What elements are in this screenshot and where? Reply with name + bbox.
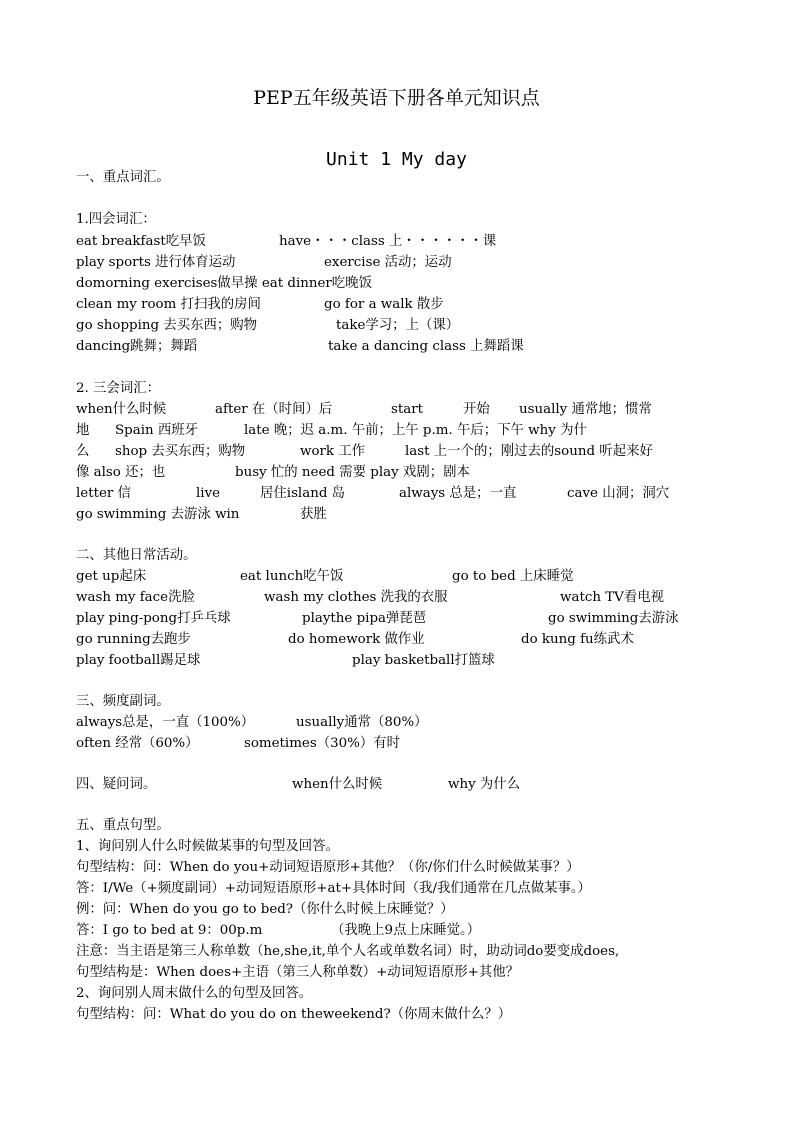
text-segment: why 为什么 [448, 777, 521, 792]
text-segment: go shopping 去买东西；购物 [76, 318, 258, 333]
text-segment: domorning exercises做早操 eat dinner吃晚饭 [76, 276, 372, 291]
text-segment: often 经常（60%） [76, 736, 199, 751]
text-segment: after 在（时间）后 [215, 402, 333, 417]
text-segment: work 工作 [300, 444, 366, 459]
text-segment: go for a walk 散步 [324, 297, 444, 312]
text-segment: do kung fu练武术 [521, 632, 634, 647]
text-segment: play ping-pong打乒乓球 [76, 611, 231, 626]
text-segment: 居住island 岛 [260, 486, 346, 501]
text-segment: usually 通常地；惯常 [519, 402, 652, 417]
text-segment: play sports 进行体育运动 [76, 255, 236, 270]
text-segment: 句型结构：问：What do you do on theweekend?（你周末做什么？） [76, 1007, 512, 1022]
text-segment: 2. 三会词汇： [76, 381, 160, 396]
text-segment: watch TV看电视 [560, 590, 664, 605]
text-segment: sometimes（30%）有时 [244, 736, 401, 751]
text-segment: clean my room 打扫我的房间 [76, 297, 261, 312]
text-segment: letter 信 [76, 486, 131, 501]
text-segment: 四、疑问词。 [76, 777, 157, 792]
text-segment: take a dancing class 上舞蹈课 [328, 339, 524, 354]
text-segment: last 上一个的；刚过去的sound 听起来好 [405, 444, 653, 459]
text-segment: go swimming 去游泳 win [76, 507, 240, 522]
text-segment: shop 去买东西；购物 [115, 444, 246, 459]
text-segment: eat breakfast吃早饭 [76, 234, 206, 249]
unit-title: Unit 1 My day [326, 149, 467, 170]
text-segment: play football踢足球 [76, 653, 201, 668]
text-segment: 1、询问别人什么时候做某事的句型及回答。 [76, 839, 339, 854]
text-segment: when什么时候 [76, 402, 167, 417]
text-segment: busy 忙的 need 需要 play 戏剧；剧本 [235, 465, 470, 480]
text-segment: always 总是；一直 [399, 486, 517, 501]
text-segment: play basketball打篮球 [352, 653, 495, 668]
text-segment: 三、频度副词。 [76, 694, 170, 709]
text-segment: 答：I go to bed at 9：00p.m [76, 923, 263, 938]
text-segment: always总是，一直（100%） [76, 715, 255, 730]
text-segment: dancing跳舞；舞蹈 [76, 339, 198, 354]
text-segment: when什么时候 [292, 777, 383, 792]
text-segment: start [391, 402, 424, 417]
text-segment: go running去跑步 [76, 632, 191, 647]
text-segment: eat lunch吃午饭 [240, 569, 344, 584]
text-segment: 例：问：When do you go to bed?（你什么时候上床睡觉？） [76, 902, 454, 917]
text-segment: cave 山洞；洞穴 [567, 486, 670, 501]
text-segment: 一、重点词汇。 [76, 170, 170, 185]
text-segment: 五、重点句型。 [76, 818, 170, 833]
text-segment: 2、询问别人周末做什么的句型及回答。 [76, 986, 313, 1001]
text-segment: live [196, 486, 221, 501]
page-title: PEP五年级英语下册各单元知识点 [253, 87, 540, 109]
text-segment: 开始 [463, 402, 490, 417]
text-segment: 获胜 [300, 507, 327, 522]
text-segment: 二、其他日常活动。 [76, 548, 197, 563]
text-segment: 地 [76, 423, 90, 438]
text-segment: late 晚；迟 a.m. 午前；上午 p.m. 午后；下午 why 为什 [244, 423, 587, 438]
text-segment: 句型结构：问：When do you+动词短语原形+其他？（你/你们什么时候做某事？） [76, 860, 580, 875]
text-segment: 答：I/We（+频度副词）+动词短语原形+at+具体时间（我/我们通常在几点做某事。） [76, 881, 591, 896]
text-segment: 句型结构是：When does+主语（第三人称单数）+动词短语原形+其他？ [76, 965, 520, 980]
text-segment: 1.四会词汇： [76, 212, 156, 227]
text-segment: （我晚上9点上床睡觉。） [331, 923, 481, 938]
text-segment: exercise 活动；运动 [324, 255, 452, 270]
text-segment: have・・・class 上・・・・・・课 [279, 234, 497, 249]
text-segment: wash my face洗脸 [76, 590, 195, 605]
text-segment: take学习；上（课） [336, 318, 460, 333]
text-segment: get up起床 [76, 569, 147, 584]
text-segment: do homework 做作业 [288, 632, 425, 647]
text-segment: go to bed 上床睡觉 [452, 569, 574, 584]
text-segment: Spain 西班牙 [115, 423, 199, 438]
text-segment: wash my clothes 洗我的衣服 [264, 590, 448, 605]
text-segment: go swimming去游泳 [548, 611, 679, 626]
text-segment: usually通常（80%） [296, 715, 428, 730]
text-segment: playthe pipa弹琵琶 [302, 611, 427, 626]
text-segment: 像 also 还；也 [76, 465, 166, 480]
text-segment: 注意：当主语是第三人称单数（he,she,it,单个人名或单数名词）时，助动词do要变成does, [76, 944, 620, 959]
text-segment: 么 [76, 444, 90, 459]
